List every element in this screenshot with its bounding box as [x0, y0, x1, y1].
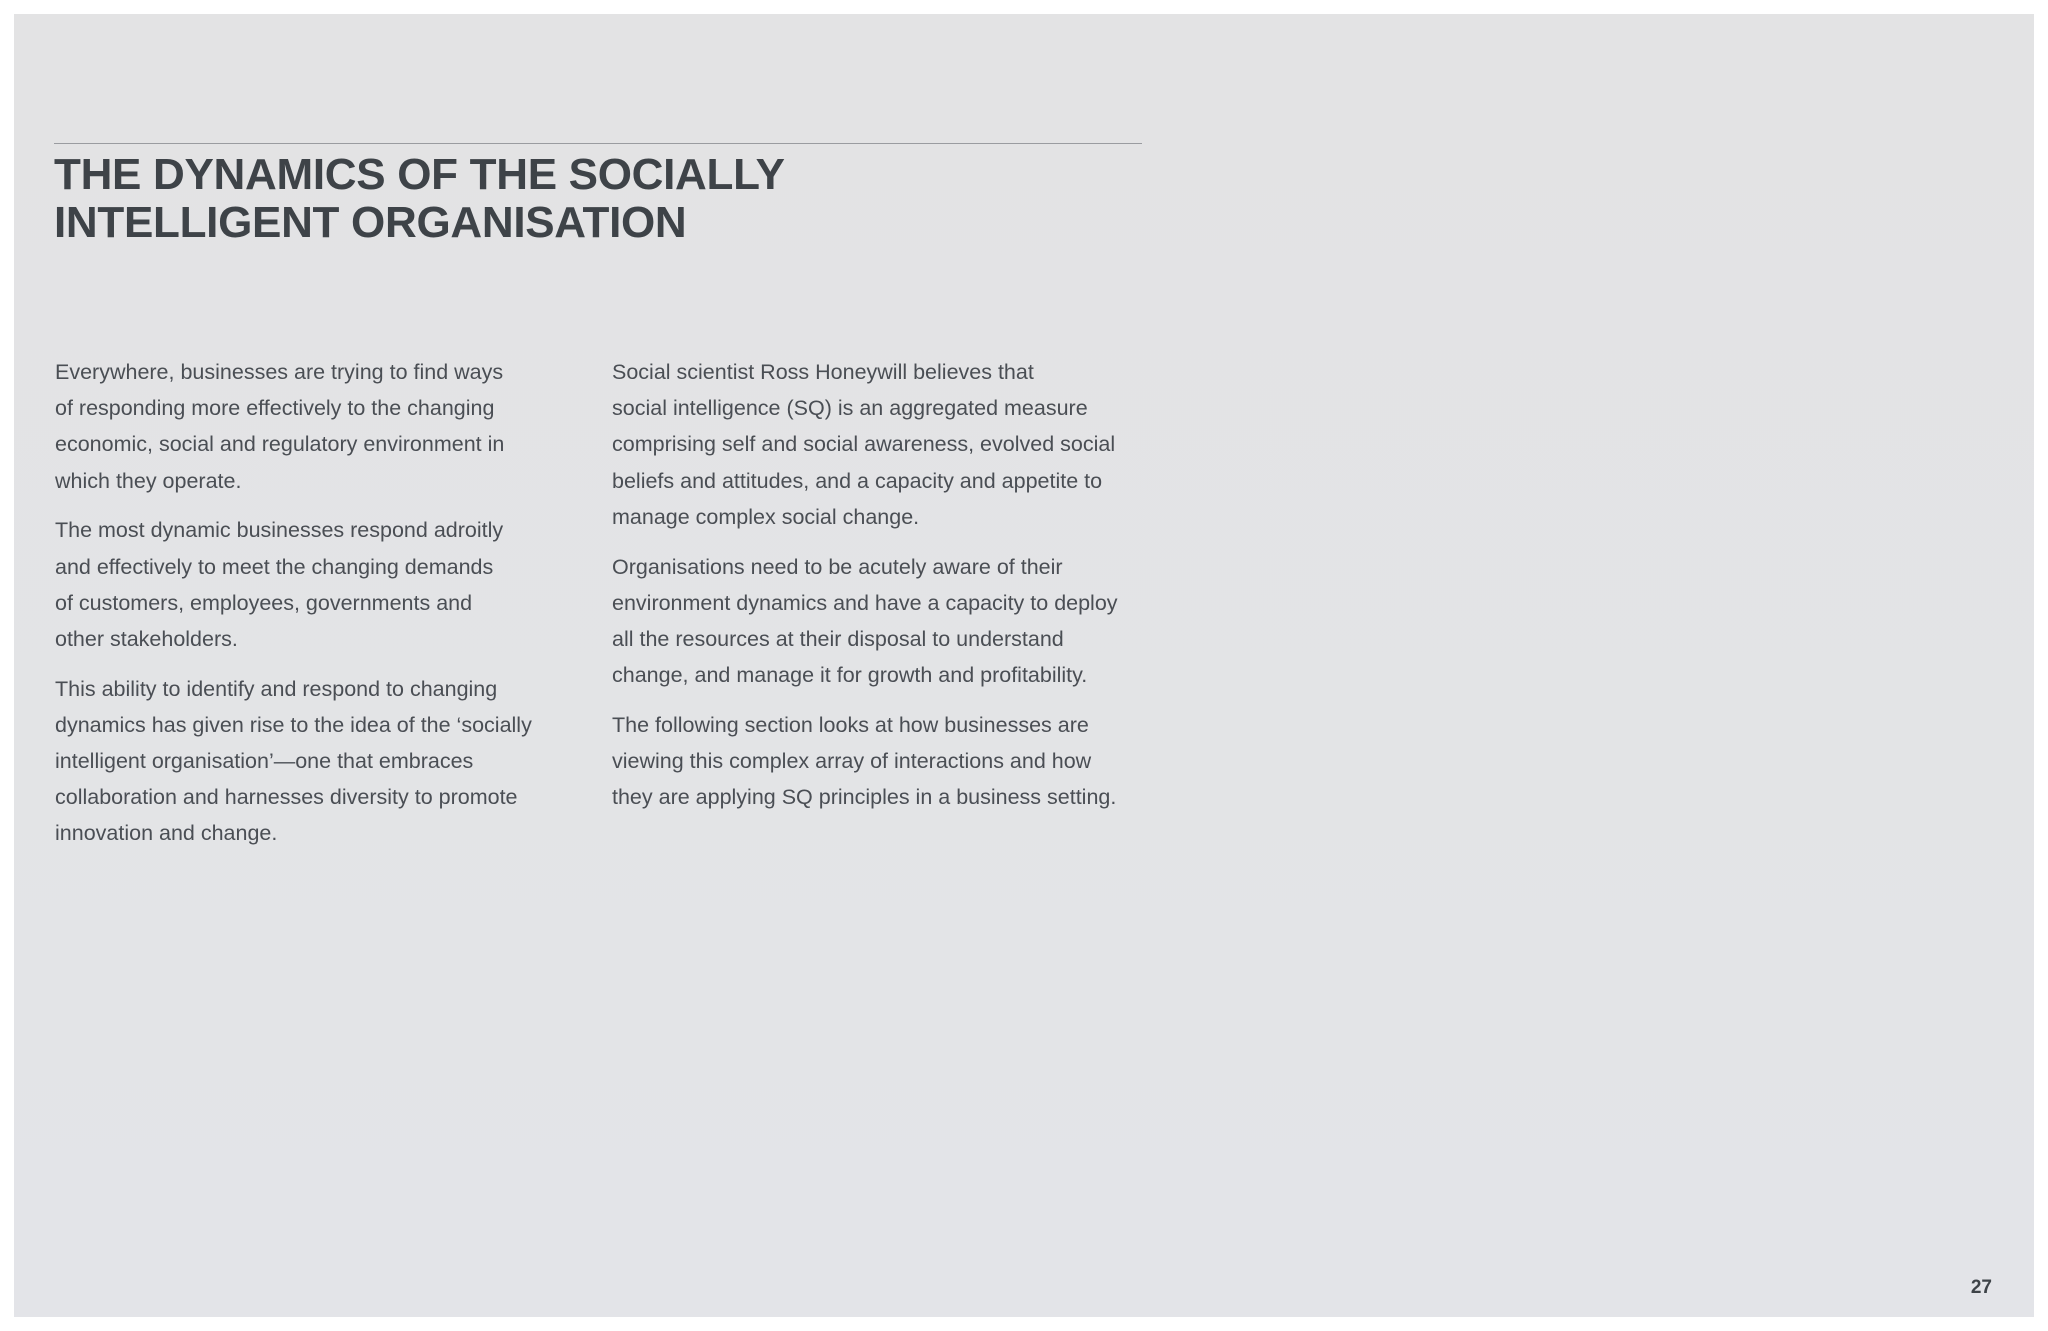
- document-page: [14, 14, 2034, 1317]
- text-line: The following section looks at how businesses are: [612, 712, 1089, 737]
- paragraph: [55, 354, 575, 499]
- text-line: This ability to identify and respond to changing: [55, 676, 498, 701]
- text-line: of responding more effectively to the changing: [55, 396, 495, 421]
- text-line: environment dynamics and have a capacity to deploy: [612, 590, 1118, 615]
- paragraph: [612, 707, 1132, 816]
- page-number: 27: [1970, 1277, 1992, 1298]
- text-line: comprising self and social awareness, evolved social: [612, 432, 1116, 457]
- text-line: beliefs and attitudes, and a capacity and appetite to: [612, 468, 1103, 493]
- page-title: [54, 151, 1054, 247]
- paragraph: [612, 549, 1132, 694]
- right-column: [612, 354, 1132, 829]
- paragraph: [55, 512, 575, 657]
- title-rule: [54, 143, 1142, 144]
- text-line: Everywhere, businesses are trying to find ways: [55, 360, 504, 384]
- title-line-2: INTELLIGENT ORGANISATION: [54, 198, 687, 247]
- left-column: [55, 354, 575, 865]
- text-line: other stakeholders.: [55, 626, 238, 651]
- text-line: social intelligence (SQ) is an aggregated measure: [612, 396, 1088, 421]
- text-line: all the resources at their disposal to understand: [612, 626, 1064, 651]
- text-line: Organisations need to be acutely aware of their: [612, 554, 1063, 579]
- text-line: change, and manage it for growth and profitability.: [612, 663, 1088, 688]
- text-line: viewing this complex array of interactions and how: [612, 749, 1092, 774]
- text-line: dynamics has given rise to the idea of the ‘socially: [55, 712, 532, 737]
- text-line: and effectively to meet the changing demands: [55, 554, 494, 579]
- paragraph: [612, 354, 1132, 535]
- text-line: of customers, employees, governments and: [55, 590, 473, 615]
- text-line: they are applying SQ principles in a business setting.: [612, 785, 1117, 810]
- text-line: Social scientist Ross Honeywill believes that: [612, 360, 1034, 384]
- text-line: The most dynamic businesses respond adroitly: [55, 518, 504, 543]
- text-line: manage complex social change.: [612, 504, 920, 529]
- text-line: which they operate.: [55, 468, 242, 493]
- paragraph: [55, 671, 575, 852]
- text-line: innovation and change.: [55, 821, 278, 846]
- text-line: intelligent organisation’—one that embraces: [55, 749, 474, 774]
- text-line: economic, social and regulatory environment in: [55, 432, 505, 457]
- title-line-1: THE DYNAMICS OF THE SOCIALLY: [54, 150, 785, 199]
- text-line: collaboration and harnesses diversity to promote: [55, 785, 518, 810]
